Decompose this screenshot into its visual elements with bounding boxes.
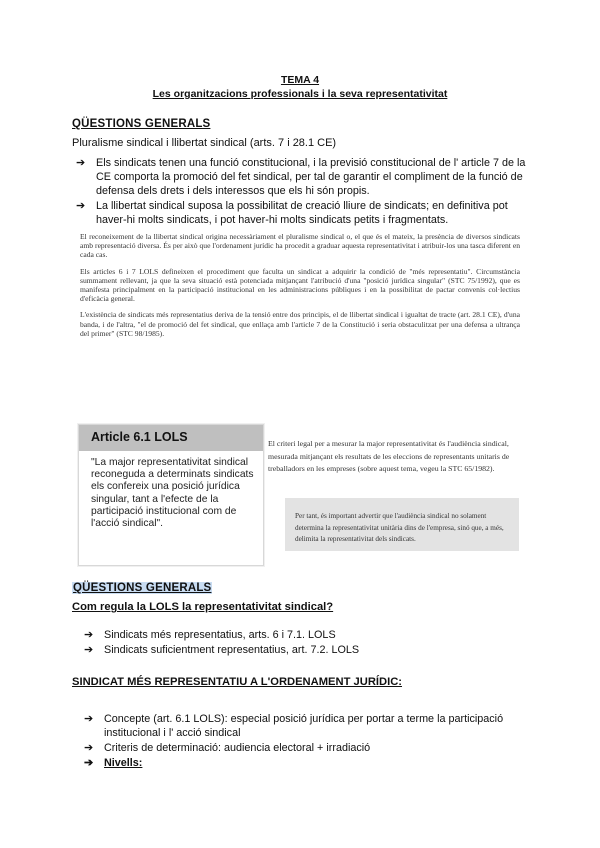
list-item xyxy=(80,741,540,755)
scanned-paragraph: El reconeixement de la llibertat sindical origina necessàriament el pluralisme sindical o, el que és el mateix, la presència de diversos sindicats amb representació diversa. És per això que l'ordenament jurídic ha procedit a graduar aquesta representativitat i atribuir-los una tasca diferent en cada cas. xyxy=(80,232,520,260)
arrow-icon: ➔ xyxy=(84,757,94,769)
tema-subtitle: Les organitzacions professionals i la seva representativitat xyxy=(152,88,448,100)
section2-subheading: Com regula la LOLS la representativitat sindical? xyxy=(72,601,334,613)
section3-heading: SINDICAT MÉS REPRESENTATIU A L'ORDENAMENT JURÍDIC: xyxy=(72,676,403,688)
bullet-text: Sindicats més representatius, arts. 6 i 7.1. LOLS xyxy=(104,629,336,641)
bullet-text: Nivells: xyxy=(104,757,143,769)
list-item xyxy=(80,643,532,657)
section2-heading: QÜESTIONS GENERALS xyxy=(73,582,212,594)
scanned-excerpt xyxy=(80,232,520,345)
article-box-heading: Article 6.1 LOLS xyxy=(79,425,263,451)
tema-title: TEMA 4 xyxy=(280,74,320,86)
list-item xyxy=(80,628,532,642)
bullet-text: Criteris de determinació: audiencia electoral + irradiació xyxy=(104,742,371,754)
article-quote-box xyxy=(78,424,264,566)
bullet-text: Sindicats suficientment representatius, art. 7.2. LOLS xyxy=(104,644,360,656)
article-quote-text: "La major representativitat sindical reconeguda a determinats sindicats els confereix una posició jurídica singular, tant a l'efecte de la participació institucional com de l'acció sindical". xyxy=(91,457,254,530)
arrow-icon: ➔ xyxy=(84,742,94,754)
list-item xyxy=(80,712,540,740)
bullet-text: Els sindicats tenen una funció constitucional, i la previsió constitucional de l' article 7 de la CE comporta la promoció del fet sindical, per tal de garantir el compliment de la funció de defensa dels drets i dels interessos que els hi són propis. xyxy=(96,157,526,197)
section2-heading-wrap xyxy=(72,582,212,594)
list-item xyxy=(80,756,540,770)
scanned-paragraph: Els articles 6 i 7 LOLS defineixen el procediment que faculta un sindicat a adquirir la condició de "més representatiu". Circumstància summament rellevant, ja que la seva situació està potenciada mitjançant l'atribució d'una "posició jurídica singular" (STC 75/1992), que es manifesta principalment en la participació institucional en les administracions públiques i en la possibilitat de pactar convenis col·lectius d'eficàcia general. xyxy=(80,266,520,304)
section2-bullet-list xyxy=(80,628,532,658)
criteria-note-box: Per tant, és important advertir que l'audiència sindical no solament determina la representativitat unitària dins de l'empresa, sinó que, a més, delimita la representativitat dels sindicats. xyxy=(285,498,519,551)
arrow-icon: ➔ xyxy=(84,713,94,725)
bullet-text: La llibertat sindical suposa la possibilitat de creació lliure de sindicats; en definitiva pot haver-hi molts sindicats, i pot haver-hi molts sindicats petits i fragmentats. xyxy=(96,200,508,226)
bullet-text: Concepte (art. 6.1 LOLS): especial posició jurídica per portar a terme la participació institucional i l' acció sindical xyxy=(104,713,504,739)
arrow-icon: ➔ xyxy=(84,644,94,656)
criteria-text: El criteri legal per a mesurar la major representativitat és l'audiència sindical, mesurada mitjançant els resultats de les eleccions de representants unitaris de treballadors en les empreses (sobre aquest tema, vegeu la STC 65/1982). xyxy=(268,439,510,474)
list-item xyxy=(72,199,532,227)
scanned-paragraph: L'existència de sindicats més representatius deriva de la tensió entre dos principis, el de llibertat sindical i igualtat de tracte (art. 28.1 CE), d'una banda, i de l'altra, "el de promoció del fet sindical, que enllaça amb l'article 7 de la Constitució i seria obstaculitzat per una defensa a ultrança del primer" (STC 98/1985). xyxy=(80,310,520,338)
arrow-icon: ➔ xyxy=(76,200,86,212)
section3-bullet-list xyxy=(80,712,540,771)
list-item xyxy=(72,156,532,198)
arrow-icon: ➔ xyxy=(84,629,94,641)
section1-bullet-list xyxy=(72,156,532,228)
section1-intro: Pluralisme sindical i llibertat sindical (arts. 7 i 28.1 CE) xyxy=(72,137,337,149)
arrow-icon: ➔ xyxy=(76,157,86,169)
section1-heading: QÜESTIONS GENERALS xyxy=(72,118,211,130)
